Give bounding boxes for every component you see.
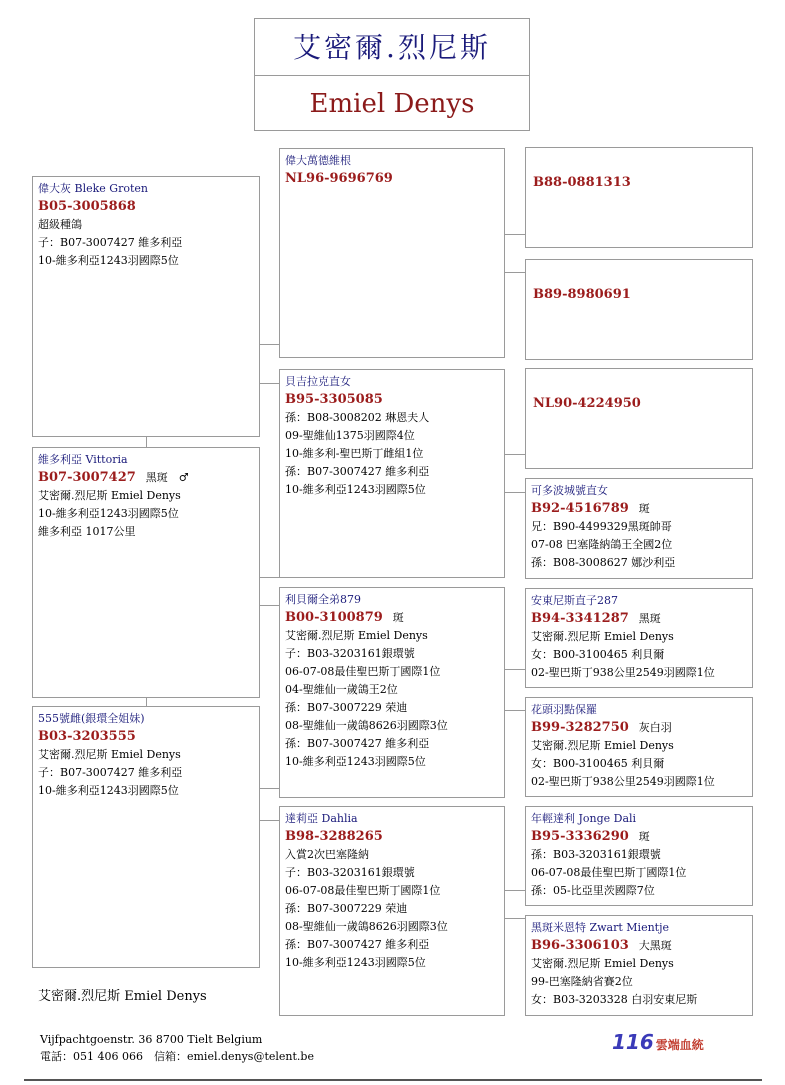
pedigree-card-ggp-2 bbox=[525, 259, 753, 360]
info-line: 艾密爾.烈尼斯 Emiel Denys bbox=[285, 629, 428, 642]
info-line: 99-巴塞隆納省賽2位 bbox=[531, 975, 633, 988]
info-line: 入賞2次巴塞隆納 bbox=[285, 848, 369, 861]
info-line: 女：B00-3100465 利貝爾 bbox=[531, 757, 665, 770]
info-line: 10-維多利亞1243羽國際5位 bbox=[38, 254, 179, 267]
ring-number: B88-0881313 bbox=[533, 175, 631, 190]
color: 斑 bbox=[638, 830, 650, 843]
ring-number: B95-3305085 bbox=[285, 392, 383, 407]
pedigree-card-ggp-4 bbox=[525, 478, 753, 579]
connector-line bbox=[504, 272, 525, 273]
title-chinese: 艾密爾.烈尼斯 bbox=[255, 19, 529, 76]
info-line: 02-聖巴斯丁938公里2549羽國際1位 bbox=[531, 775, 715, 788]
info-line: 10-維多利亞1243羽國際5位 bbox=[38, 507, 179, 520]
color: 大黑斑 bbox=[638, 939, 672, 952]
ring-number: B92-4516789 斑 bbox=[531, 501, 650, 516]
info-line: 艾密爾.烈尼斯 Emiel Denys bbox=[38, 748, 181, 761]
pedigree-card-granddam-2 bbox=[279, 806, 505, 1016]
address-line: Vijfpachtgoenstr. 36 8700 Tielt Belgium bbox=[40, 1033, 263, 1046]
pedigree-card-subject bbox=[32, 447, 260, 698]
info-line: 孫：B07-3007427 維多利亞 bbox=[285, 737, 430, 750]
pedigree-card-sire bbox=[32, 176, 260, 437]
connector-line bbox=[504, 492, 525, 493]
info-line: 兄：B90-4499329黑斑帥哥 bbox=[531, 520, 672, 533]
bird-name: 偉大灰 Bleke Groten bbox=[38, 182, 148, 195]
bird-name: 利貝爾全弟879 bbox=[285, 593, 361, 606]
pedigree-card-dam bbox=[32, 706, 260, 968]
ring-number: NL90-4224950 bbox=[533, 396, 641, 411]
info-line: 02-聖巴斯丁938公里2549羽國際1位 bbox=[531, 666, 715, 679]
info-line: 子：B07-3007427 維多利亞 bbox=[38, 236, 183, 249]
ring-number: B89-8980691 bbox=[533, 287, 631, 302]
info-line: 07-08 巴塞隆納鴿王全國2位 bbox=[531, 538, 673, 551]
info-line: 10-維多利亞1243羽國際5位 bbox=[285, 755, 426, 768]
logo-text: 雲端血統 bbox=[655, 1038, 704, 1052]
pedigree-card-ggp-1 bbox=[525, 147, 753, 248]
color: 斑 bbox=[392, 611, 404, 624]
info-line: 10-維多利-聖巴斯丁雌組1位 bbox=[285, 447, 424, 460]
info-line: 艾密爾.烈尼斯 Emiel Denys bbox=[38, 489, 181, 502]
connector-line bbox=[504, 669, 525, 670]
info-line: 子：B07-3007427 維多利亞 bbox=[38, 766, 183, 779]
bird-name: 達莉亞 Dahlia bbox=[285, 812, 358, 825]
pedigree-card-grandsire-1 bbox=[279, 148, 505, 358]
footer-divider bbox=[24, 1079, 762, 1081]
info-line: 孫：B07-3007427 維多利亞 bbox=[285, 465, 430, 478]
bird-name: 年輕達利 Jonge Dali bbox=[531, 812, 637, 825]
ring-number: B98-3288265 bbox=[285, 829, 383, 844]
info-line: 09-聖維仙1375羽國際4位 bbox=[285, 429, 415, 442]
bird-name: 維多利亞 Vittoria bbox=[38, 453, 128, 466]
info-line: 維多利亞 1017公里 bbox=[38, 525, 136, 538]
info-line: 10-維多利亞1243羽國際5位 bbox=[285, 483, 426, 496]
ring-number: B94-3341287 黑斑 bbox=[531, 611, 661, 626]
info-line: 10-維多利亞1243羽國際5位 bbox=[38, 784, 179, 797]
info-line: 孫：B07-3007229 荣迪 bbox=[285, 701, 408, 714]
info-line: 艾密爾.烈尼斯 Emiel Denys bbox=[531, 630, 674, 643]
bird-name: 花頭羽點保羅 bbox=[531, 703, 597, 716]
connector-line bbox=[259, 820, 279, 821]
connector-line bbox=[504, 710, 525, 711]
ring-number: B00-3100879 斑 bbox=[285, 610, 404, 625]
ring-number: B07-3007427 黑斑 ♂ bbox=[38, 470, 189, 485]
connector-line bbox=[259, 577, 279, 578]
info-line: 艾密爾.烈尼斯 Emiel Denys bbox=[531, 739, 674, 752]
connector-line bbox=[259, 788, 279, 789]
info-line: 06-07-08最佳聖巴斯丁國際1位 bbox=[285, 884, 441, 897]
contact-block bbox=[40, 1031, 314, 1065]
info-line: 子：B03-3203161銀環號 bbox=[285, 866, 415, 879]
info-line: 女：B03-3203328 白羽安東尼斯 bbox=[531, 993, 698, 1006]
color-sex: 黑斑 ♂ bbox=[145, 471, 189, 484]
connector-line bbox=[259, 605, 279, 606]
ring-number: B96-3306103 大黑斑 bbox=[531, 938, 672, 953]
brand-logo bbox=[612, 1030, 704, 1054]
bird-name: 安東尼斯直子287 bbox=[531, 594, 618, 607]
info-line: 08-聖維仙一歲鴿8626羽國際3位 bbox=[285, 719, 448, 732]
pedigree-card-ggp-5 bbox=[525, 588, 753, 688]
bird-name: 黑斑米恩特 Zwart Mientje bbox=[531, 921, 670, 934]
pedigree-card-grandsire-2 bbox=[279, 587, 505, 798]
info-line: 08-聖維仙一歲鴿8626羽國際3位 bbox=[285, 920, 448, 933]
info-line: 孫：B07-3007229 荣迪 bbox=[285, 902, 408, 915]
bird-name: 555號雌(銀環全姐妹) bbox=[38, 712, 145, 725]
connector-line bbox=[259, 383, 279, 384]
info-line: 10-維多利亞1243羽國際5位 bbox=[285, 956, 426, 969]
bird-name: 貝吉拉克直女 bbox=[285, 375, 351, 388]
ring-number: NL96-9696769 bbox=[285, 171, 393, 186]
connector-line bbox=[504, 918, 525, 919]
pedigree-card-ggp-8 bbox=[525, 915, 753, 1016]
contact-line: 電話：051 406 066 信箱：emiel.denys@telent.be bbox=[40, 1050, 314, 1063]
owner-name: 艾密爾.烈尼斯 Emiel Denys bbox=[38, 989, 207, 1004]
info-line: 超級種鴿 bbox=[38, 218, 82, 231]
pedigree-card-granddam-1 bbox=[279, 369, 505, 578]
color: 灰白羽 bbox=[638, 721, 672, 734]
info-line: 06-07-08最佳聖巴斯丁國際1位 bbox=[531, 866, 687, 879]
connector-line bbox=[504, 234, 525, 235]
connector-line bbox=[504, 454, 525, 455]
ring-number: B95-3336290 斑 bbox=[531, 829, 650, 844]
pedigree-card-ggp-3 bbox=[525, 368, 753, 469]
title-english: Emiel Denys bbox=[309, 89, 475, 119]
title-box bbox=[254, 18, 530, 131]
ring-number: B03-3203555 bbox=[38, 729, 136, 744]
info-line: 孫：B07-3007427 維多利亞 bbox=[285, 938, 430, 951]
bird-name: 可多波城號直女 bbox=[531, 484, 608, 497]
ring-number: B99-3282750 灰白羽 bbox=[531, 720, 672, 735]
connector-line bbox=[259, 344, 279, 345]
info-line: 孫：B03-3203161銀環號 bbox=[531, 848, 661, 861]
info-line: 孫：05-比亞里茨國際7位 bbox=[531, 884, 655, 897]
connector-line bbox=[504, 890, 525, 891]
pedigree-card-ggp-6 bbox=[525, 697, 753, 797]
bird-name: 偉大萬德維根 bbox=[285, 154, 351, 167]
pedigree-card-ggp-7 bbox=[525, 806, 753, 906]
info-line: 06-07-08最佳聖巴斯丁國際1位 bbox=[285, 665, 441, 678]
info-line: 女：B00-3100465 利貝爾 bbox=[531, 648, 665, 661]
info-line: 艾密爾.烈尼斯 Emiel Denys bbox=[531, 957, 674, 970]
info-line: 子：B03-3203161銀環號 bbox=[285, 647, 415, 660]
ring-number: B05-3005868 bbox=[38, 199, 136, 214]
info-line: 孫：B08-3008202 琳恩夫人 bbox=[285, 411, 430, 424]
color: 黑斑 bbox=[638, 612, 661, 625]
color: 斑 bbox=[638, 502, 650, 515]
info-line: 04-聖維仙一歲鴿王2位 bbox=[285, 683, 398, 696]
info-line: 孫：B08-3008627 娜沙利亞 bbox=[531, 556, 676, 569]
logo-number: 116 bbox=[612, 1030, 654, 1054]
